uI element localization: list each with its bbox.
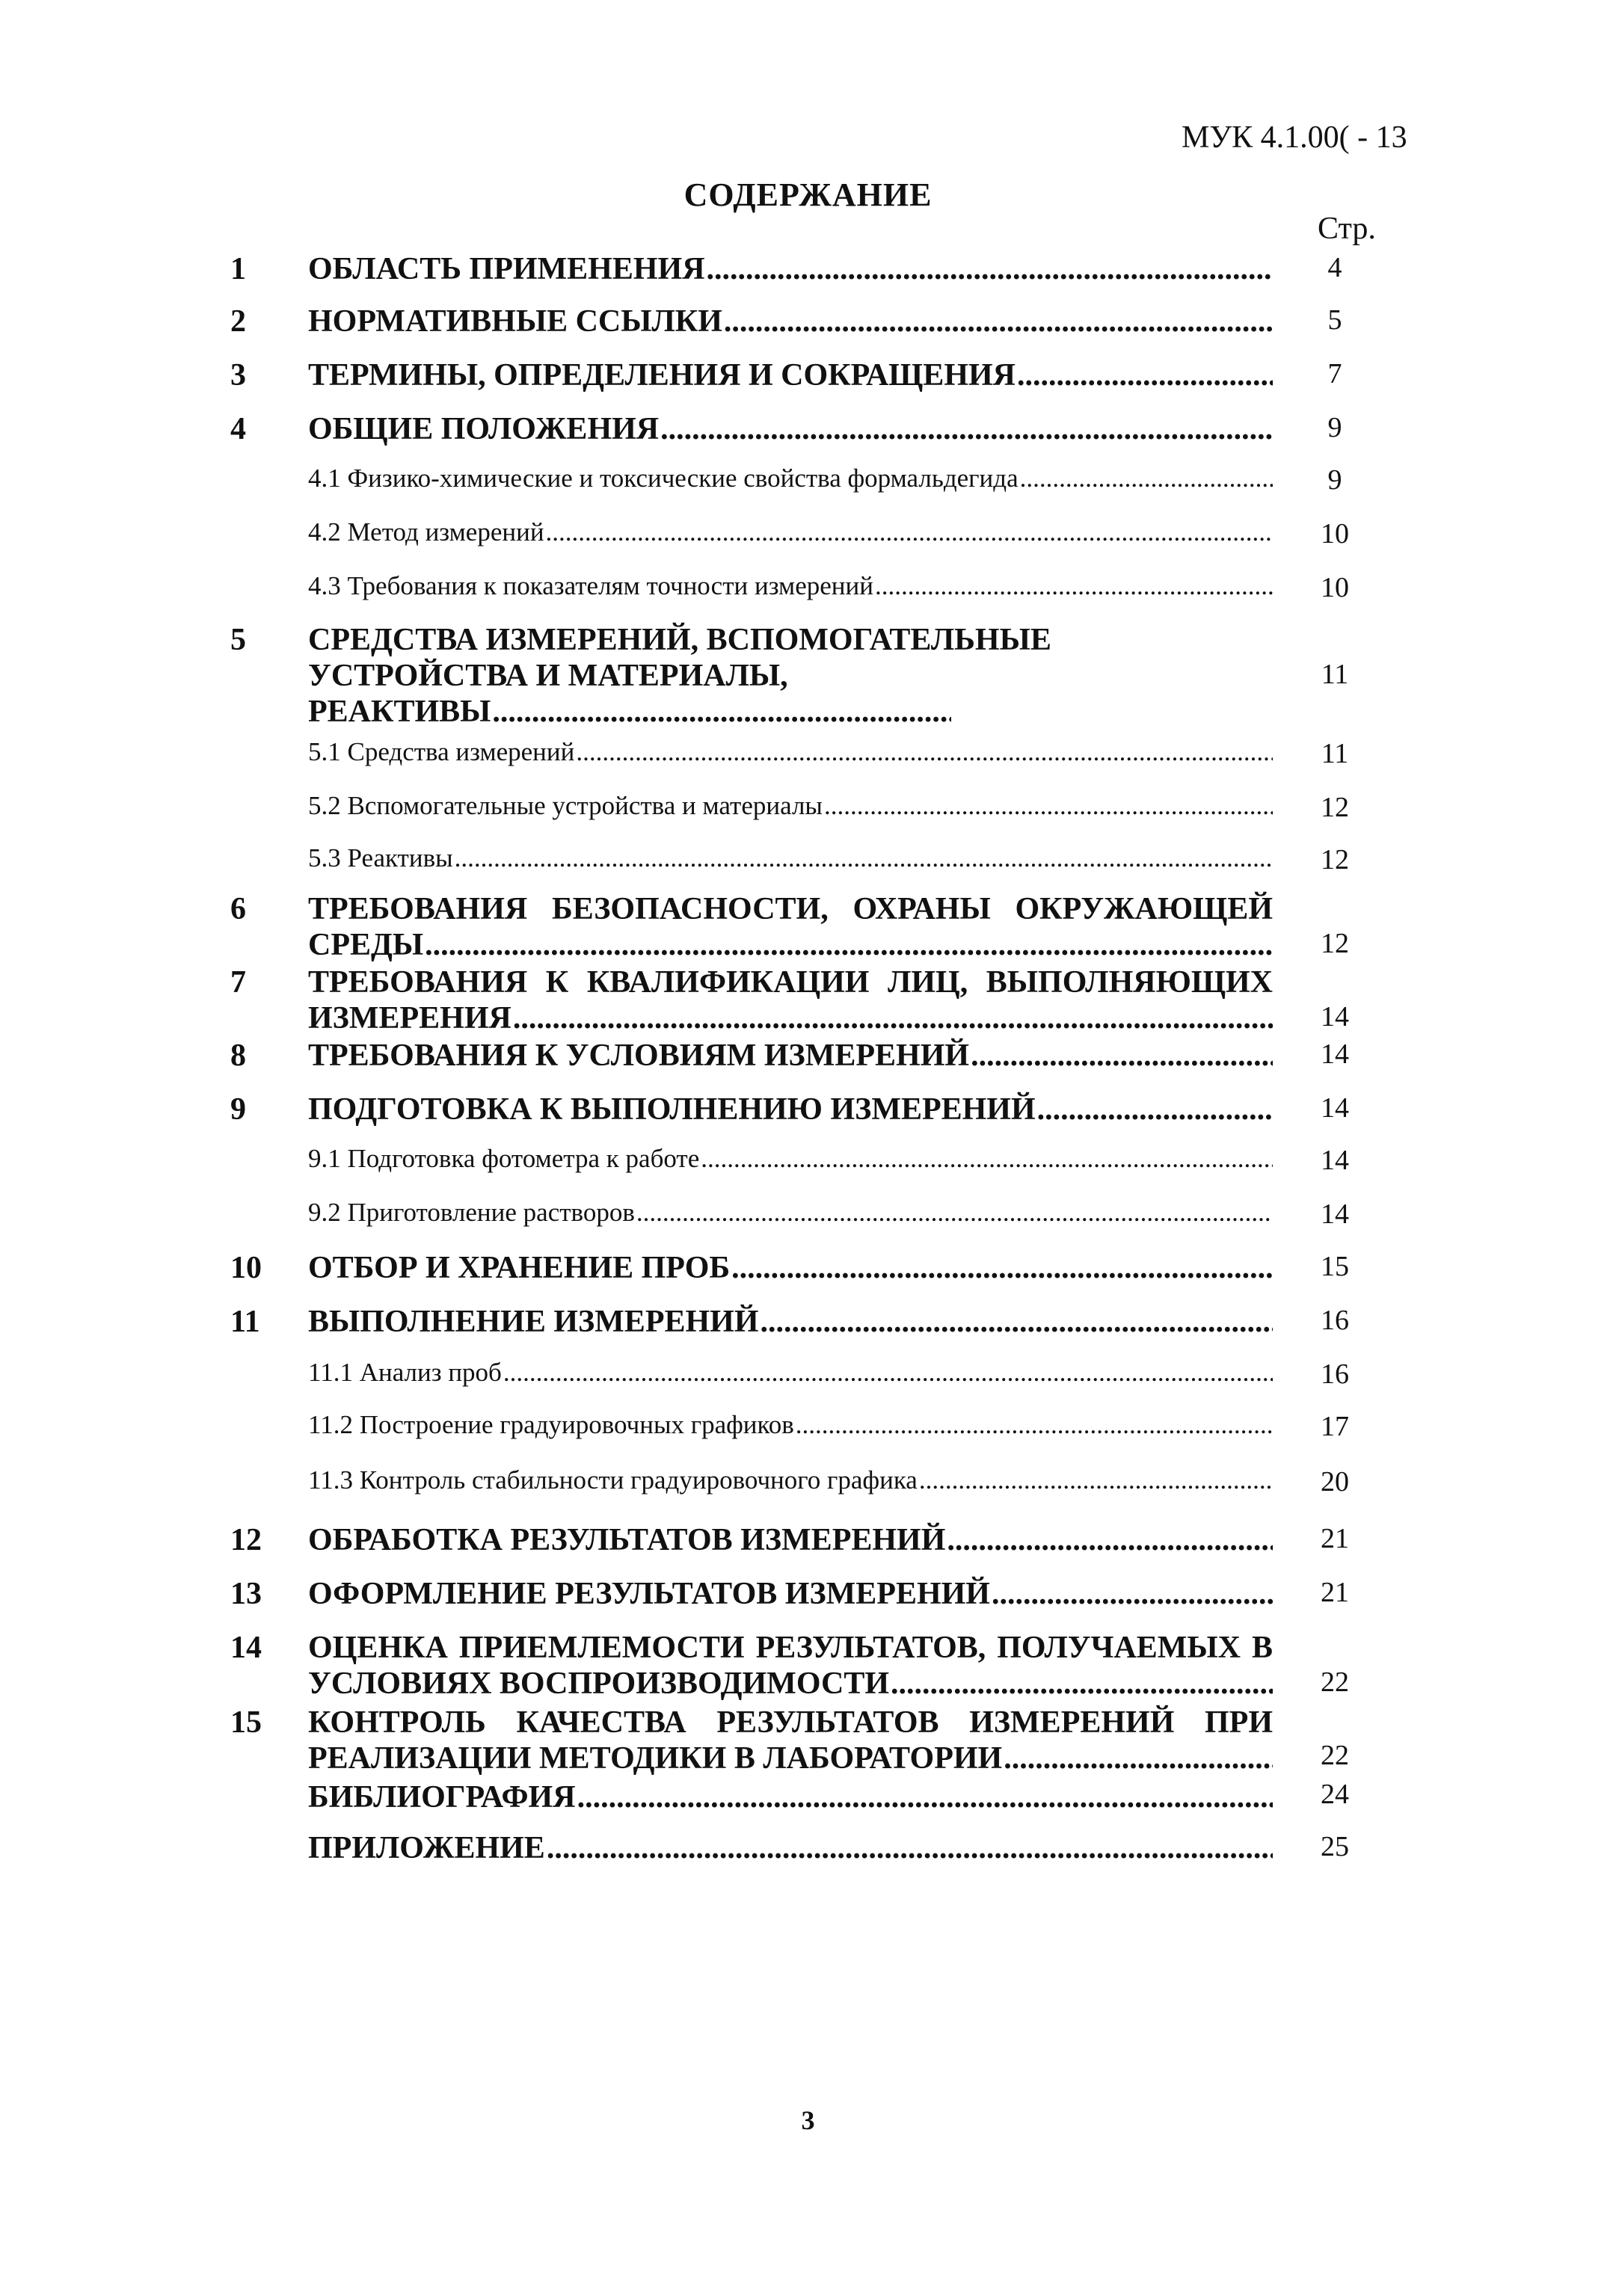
toc-entry-title xyxy=(308,571,1273,601)
toc-entry-line: 4.3 Требования к показателям точности измерений xyxy=(308,571,873,600)
toc-entry-line: 5.3 Реактивы xyxy=(308,843,453,872)
toc-entry-line: ОФОРМЛЕНИЕ РЕЗУЛЬТАТОВ ИЗМЕРЕНИЙ xyxy=(308,1577,990,1611)
toc-entry-number: 13 xyxy=(230,1577,262,1611)
toc-entry-line: ТРЕБОВАНИЯ К КВАЛИФИКАЦИИ ЛИЦ, ВЫПОЛНЯЮЩИХ xyxy=(308,965,1273,1000)
toc-entry-leader-line xyxy=(308,1198,1273,1228)
toc-entry-leader-line xyxy=(308,1779,1273,1815)
toc-entry-line: ВЫПОЛНЕНИЕ ИЗМЕРЕНИЙ xyxy=(308,1305,759,1339)
toc-entry-line: НОРМАТИВНЫЕ ССЫЛКИ xyxy=(308,304,722,339)
toc-entry-leader-line xyxy=(308,737,1273,767)
toc-entry-line: 4.2 Метод измерений xyxy=(308,517,544,547)
toc-entry-leader-line xyxy=(308,304,1273,339)
toc-entry-number: 7 xyxy=(230,965,246,1000)
dot-leader xyxy=(796,1410,1273,1440)
toc-entry-number: 5 xyxy=(230,623,246,657)
dot-leader xyxy=(947,1522,1273,1558)
toc-entry-title xyxy=(308,1705,1273,1776)
dot-leader xyxy=(1020,464,1273,493)
toc-entry-line: БИБЛИОГРАФИЯ xyxy=(308,1780,576,1815)
toc-entry-page: 21 xyxy=(1321,1523,1349,1554)
toc-entry-line: 11.1 Анализ проб xyxy=(308,1358,502,1387)
toc-entry-number: 15 xyxy=(230,1705,262,1740)
toc-entry-page: 9 xyxy=(1327,464,1342,496)
toc-entry-leader-line xyxy=(308,464,1273,493)
toc-entry-line: 4.1 Физико-химические и токсические свойства формальдегида xyxy=(308,464,1019,493)
toc-entry-line: ПРИЛОЖЕНИЕ xyxy=(308,1831,545,1865)
toc-entry-line: ПОДГОТОВКА К ВЫПОЛНЕНИЮ ИЗМЕРЕНИЙ xyxy=(308,1092,1036,1127)
toc-entry-line: 5.1 Средства измерений xyxy=(308,737,575,766)
toc-entry-page: 10 xyxy=(1321,518,1349,550)
toc-entry-number: 10 xyxy=(230,1251,262,1285)
toc-entry-number: 11 xyxy=(230,1305,260,1339)
toc-entry-page: 17 xyxy=(1321,1411,1349,1442)
toc-entry-line: ТРЕБОВАНИЯ БЕЗОПАСНОСТИ, ОХРАНЫ ОКРУЖАЮЩЕЙ xyxy=(308,892,1273,926)
toc-entry-title xyxy=(308,304,1273,339)
toc-entry-title xyxy=(308,1144,1273,1174)
dot-leader xyxy=(660,411,1273,447)
toc-entry-leader-line xyxy=(308,1144,1273,1174)
toc-entry-leader-line xyxy=(308,1410,1273,1440)
dot-leader xyxy=(492,694,951,730)
dot-leader xyxy=(1037,1092,1273,1127)
toc-entry-page: 12 xyxy=(1321,844,1349,875)
page-number: 3 xyxy=(801,2105,815,2135)
toc-entry-leader-line xyxy=(308,571,1273,601)
toc-entry-leader-line xyxy=(308,1741,1273,1776)
dot-leader xyxy=(636,1198,1273,1228)
toc-entry-page: 11 xyxy=(1321,659,1349,690)
toc-entry-leader-line xyxy=(308,1000,1273,1036)
toc-entry-leader-line xyxy=(308,694,951,730)
toc-entry-page: 22 xyxy=(1321,1740,1349,1771)
toc-entry-page: 16 xyxy=(1321,1305,1349,1336)
toc-entry-line: 9.2 Приготовление растворов xyxy=(308,1198,635,1227)
toc-entry-title xyxy=(308,411,1273,447)
toc-entry-leader-line xyxy=(308,411,1273,447)
toc-entry-page: 21 xyxy=(1321,1577,1349,1608)
toc-entry-line: ОЦЕНКА ПРИЕМЛЕМОСТИ РЕЗУЛЬТАТОВ, ПОЛУЧАЕМЫХ В xyxy=(308,1631,1273,1665)
toc-entry-number: 12 xyxy=(230,1523,262,1557)
toc-entry-title xyxy=(308,1830,1273,1866)
toc-entry-number: 9 xyxy=(230,1092,246,1127)
dot-leader xyxy=(731,1250,1273,1286)
toc-entry-page: 14 xyxy=(1321,1038,1349,1070)
toc-entry-title xyxy=(308,1779,1273,1815)
toc-entry-number: 3 xyxy=(230,358,246,393)
toc-entry-leader-line xyxy=(308,1358,1273,1388)
toc-entry-page: 25 xyxy=(1321,1831,1349,1862)
dot-leader xyxy=(576,737,1273,767)
toc-entry-page: 20 xyxy=(1321,1466,1349,1498)
toc-entry-leader-line xyxy=(308,927,1273,963)
toc-entry-line: ОБЩИЕ ПОЛОЖЕНИЯ xyxy=(308,412,660,446)
toc-entry-title xyxy=(308,843,1273,873)
dot-leader xyxy=(1017,357,1273,393)
toc-entry-number: 8 xyxy=(230,1038,246,1073)
dot-leader xyxy=(724,304,1273,339)
dot-leader xyxy=(513,1000,1273,1036)
toc-entry-line: УСЛОВИЯХ ВОСПРОИЗВОДИМОСТИ xyxy=(308,1666,890,1701)
toc-entry-leader-line xyxy=(308,251,1273,287)
toc-entry-title xyxy=(308,1198,1273,1228)
toc-entry-leader-line xyxy=(308,1666,1273,1702)
dot-leader xyxy=(547,1830,1273,1866)
toc-entry-line: ОТБОР И ХРАНЕНИЕ ПРОБ xyxy=(308,1251,731,1285)
dot-leader xyxy=(992,1576,1273,1612)
toc-entry-page: 7 xyxy=(1327,358,1342,390)
toc-entry-line: ОБЛАСТЬ ПРИМЕНЕНИЯ xyxy=(308,252,705,286)
toc-entry-leader-line xyxy=(308,1465,1273,1495)
toc-entry-page: 5 xyxy=(1327,304,1342,336)
toc-entry-title xyxy=(308,1576,1273,1612)
toc-entry-leader-line xyxy=(308,1250,1273,1286)
toc-entry-title xyxy=(308,1410,1273,1440)
toc-entry-leader-line xyxy=(308,791,1273,821)
toc-entry-title xyxy=(308,1358,1273,1388)
toc-entry-title xyxy=(308,357,1273,393)
toc-entry-leader-line xyxy=(308,1038,1273,1074)
toc-entry-title xyxy=(308,464,1273,493)
toc-entry-leader-line xyxy=(308,517,1273,547)
toc-entry-title xyxy=(308,1630,1273,1702)
toc-entry-line: ОБРАБОТКА РЕЗУЛЬТАТОВ ИЗМЕРЕНИЙ xyxy=(308,1523,946,1557)
toc-entry-title xyxy=(308,891,1273,963)
toc-entry-line: КОНТРОЛЬ КАЧЕСТВА РЕЗУЛЬТАТОВ ИЗМЕРЕНИЙ ПРИ xyxy=(308,1705,1273,1740)
toc-entry-page: 24 xyxy=(1321,1779,1349,1810)
toc-entry-page: 14 xyxy=(1321,1145,1349,1176)
toc-entry-number: 2 xyxy=(230,304,246,339)
toc-entry-page: 22 xyxy=(1321,1666,1349,1698)
toc-entry-page: 11 xyxy=(1321,738,1349,769)
toc-entry-title xyxy=(308,1465,1273,1495)
toc-entry-leader-line xyxy=(308,1092,1273,1127)
toc-entry-leader-line xyxy=(308,843,1273,873)
dot-leader xyxy=(824,791,1273,821)
dot-leader xyxy=(455,843,1273,873)
dot-leader xyxy=(919,1465,1273,1495)
toc-entry-line: 5.2 Вспомогательные устройства и материалы xyxy=(308,791,823,820)
toc-entry-page: 4 xyxy=(1327,252,1342,283)
toc-entry-title xyxy=(308,737,1273,767)
toc-entry-line: СРЕДСТВА ИЗМЕРЕНИЙ, ВСПОМОГАТЕЛЬНЫЕ xyxy=(308,623,1051,657)
toc-entry-line: 9.1 Подготовка фотометра к работе xyxy=(308,1144,700,1173)
toc-entry-title xyxy=(308,791,1273,821)
toc-entry-page: 9 xyxy=(1327,412,1342,443)
toc-entry-title xyxy=(308,517,1273,547)
toc-entry-page: 16 xyxy=(1321,1358,1349,1390)
toc-entry-title xyxy=(308,1038,1273,1074)
toc-entry-page: 14 xyxy=(1321,1092,1349,1124)
dot-leader xyxy=(971,1038,1273,1074)
toc-entry-page: 14 xyxy=(1321,1001,1349,1032)
toc-entry-line: ИЗМЕРЕНИЯ xyxy=(308,1001,511,1035)
toc-entry-leader-line xyxy=(308,1576,1273,1612)
toc-entry-page: 15 xyxy=(1321,1251,1349,1282)
dot-leader xyxy=(546,517,1273,547)
toc-entry-line: РЕАЛИЗАЦИИ МЕТОДИКИ В ЛАБОРАТОРИИ xyxy=(308,1741,1003,1776)
toc-entry-line: 11.3 Контроль стабильности градуировочного графика xyxy=(308,1465,918,1495)
toc-entry-line: ТЕРМИНЫ, ОПРЕДЕЛЕНИЯ И СОКРАЩЕНИЯ xyxy=(308,358,1016,393)
toc-entry-page: 12 xyxy=(1321,792,1349,823)
toc-entry-line: 11.2 Построение градуировочных графиков xyxy=(308,1410,794,1439)
toc-entry-leader-line xyxy=(308,1522,1273,1558)
toc-entry-number: 6 xyxy=(230,892,246,926)
toc-entry-page: 10 xyxy=(1321,572,1349,603)
document-code: МУК 4.1.00( - 13 xyxy=(1182,120,1407,155)
toc-entry-title xyxy=(308,251,1273,287)
dot-leader xyxy=(425,927,1273,963)
dot-leader xyxy=(503,1358,1273,1388)
dot-leader xyxy=(891,1666,1273,1702)
toc-entry-leader-line xyxy=(308,1304,1273,1340)
toc-entry-title xyxy=(308,964,1273,1036)
toc-entry-title xyxy=(308,1522,1273,1558)
toc-entry-title xyxy=(308,1092,1273,1127)
toc-entry-line: СРЕДЫ xyxy=(308,928,424,962)
toc-entry-line: РЕАКТИВЫ xyxy=(308,695,491,729)
dot-leader xyxy=(577,1779,1273,1815)
toc-entry-line: УСТРОЙСТВА И МАТЕРИАЛЫ, xyxy=(308,659,788,693)
toc-entry-leader-line xyxy=(308,1830,1273,1866)
toc-entry-number: 14 xyxy=(230,1631,262,1665)
dot-leader xyxy=(875,571,1273,601)
dot-leader xyxy=(701,1144,1273,1174)
toc-entry-page: 14 xyxy=(1321,1198,1349,1230)
toc-entry-title xyxy=(308,1250,1273,1286)
toc-entry-title xyxy=(308,1304,1273,1340)
toc-entry-number: 1 xyxy=(230,252,246,286)
page-column-header: Стр. xyxy=(1318,212,1376,246)
dot-leader xyxy=(1004,1741,1273,1776)
toc-entry-number: 4 xyxy=(230,412,246,446)
page-title: СОДЕРЖАНИЕ xyxy=(683,176,933,213)
toc-entry-page: 12 xyxy=(1321,928,1349,959)
toc-entry-title xyxy=(308,622,1273,730)
dot-leader xyxy=(761,1304,1274,1340)
dot-leader xyxy=(707,251,1273,287)
toc-entry-line: ТРЕБОВАНИЯ К УСЛОВИЯМ ИЗМЕРЕНИЙ xyxy=(308,1038,970,1073)
toc-entry-leader-line xyxy=(308,357,1273,393)
